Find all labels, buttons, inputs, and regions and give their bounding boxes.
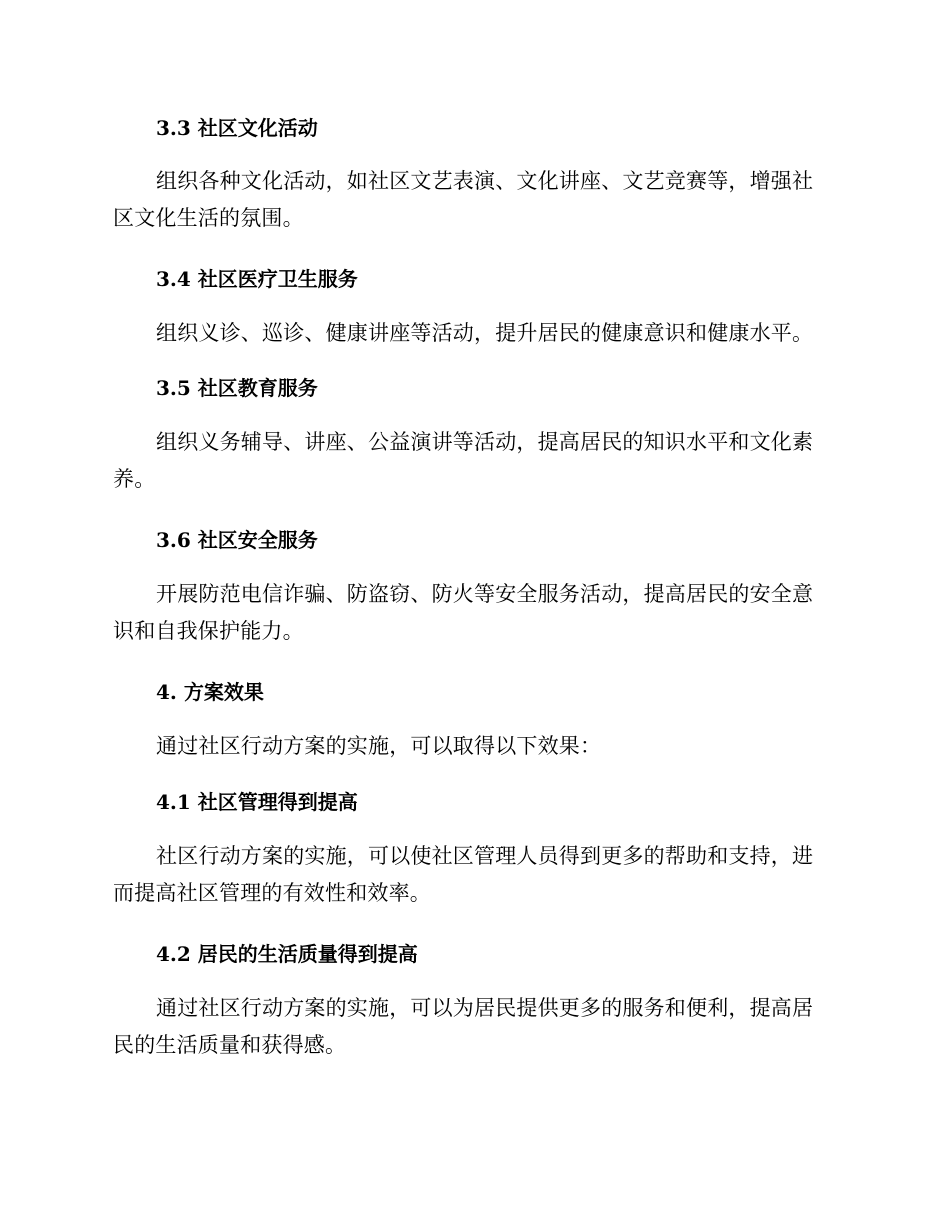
section-heading-4: 4. 方案效果 — [156, 680, 264, 704]
section-heading-3-5: 3.5 社区教育服务 — [156, 376, 318, 400]
section-heading-3-4: 3.4 社区医疗卫生服务 — [156, 267, 358, 291]
section-body-3-3: 组织各种文化活动，如社区文艺表演、文化讲座、文艺竞赛等，增强社区文化生活的氛围。 — [113, 169, 814, 230]
section-body-3-5: 组织义务辅导、讲座、公益演讲等活动，提高居民的知识水平和文化素养。 — [113, 430, 814, 491]
section-body-4-1: 社区行动方案的实施，可以使社区管理人员得到更多的帮助和支持，进而提高社区管理的有效性和效率。 — [113, 844, 814, 905]
section-heading-4-1: 4.1 社区管理得到提高 — [156, 790, 358, 814]
section-body-3-6: 开展防范电信诈骗、防盗窃、防火等安全服务活动，提高居民的安全意识和自我保护能力。 — [113, 582, 814, 643]
section-body-3-4: 组织义诊、巡诊、健康讲座等活动，提升居民的健康意识和健康水平。 — [156, 321, 814, 345]
section-heading-4-2: 4.2 居民的生活质量得到提高 — [156, 942, 418, 966]
section-heading-3-3: 3.3 社区文化活动 — [156, 116, 318, 140]
section-heading-3-6: 3.6 社区安全服务 — [156, 528, 318, 552]
section-body-4: 通过社区行动方案的实施，可以取得以下效果： — [156, 734, 602, 758]
section-body-4-2: 通过社区行动方案的实施，可以为居民提供更多的服务和便利，提高居民的生活质量和获得感。 — [113, 996, 814, 1057]
